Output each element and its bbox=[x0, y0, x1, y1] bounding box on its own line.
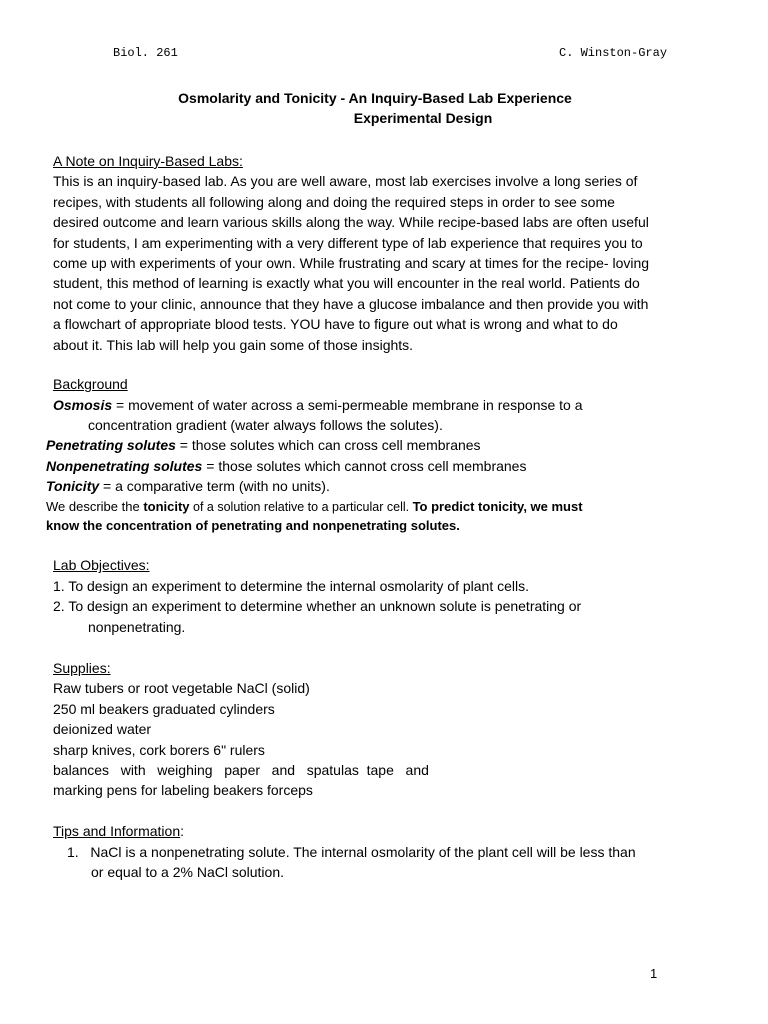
supply-line: balances with weighing paper and spatulas tape and bbox=[53, 762, 429, 779]
tonicity-term: Tonicity bbox=[46, 478, 100, 494]
tips-heading-row bbox=[53, 821, 184, 841]
supply-line: 250 ml beakers graduated cylinders bbox=[53, 700, 275, 717]
objective-item: 1. To design an experiment to determine the internal osmolarity of plant cells. bbox=[53, 578, 529, 594]
tonicity-def-text: = a comparative term (with no units). bbox=[99, 478, 330, 494]
note-line: This is an inquiry-based lab. As you are well aware, most lab exercises involve a long series of bbox=[53, 173, 638, 190]
tonicity-description bbox=[46, 497, 583, 517]
note-line: desired outcome and learn various skills along the way. While recipe-based labs are often useful bbox=[53, 214, 649, 231]
supply-line: marking pens for labeling beakers forceps bbox=[53, 782, 313, 799]
penetrating-term: Penetrating solutes bbox=[46, 437, 176, 453]
course-code: Biol. 261 bbox=[113, 46, 178, 60]
note-heading: A Note on Inquiry-Based Labs: bbox=[53, 153, 243, 169]
tips-colon: : bbox=[180, 823, 184, 839]
penetrating-definition bbox=[46, 435, 481, 455]
tonicity-definition bbox=[46, 476, 330, 496]
describe-text-d: To predict tonicity, we must bbox=[412, 499, 583, 514]
supplies-heading: Supplies: bbox=[53, 660, 111, 676]
describe-text-b: tonicity bbox=[143, 499, 190, 514]
tip-item: 1. NaCl is a nonpenetrating solute. The internal osmolarity of the plant cell will be less than bbox=[67, 844, 636, 860]
note-section bbox=[53, 151, 649, 355]
describe-text-a: We describe the bbox=[46, 499, 144, 514]
tip-item-cont: or equal to a 2% NaCl solution. bbox=[91, 864, 284, 880]
osmosis-definition bbox=[53, 395, 583, 415]
objective-item-cont: nonpenetrating. bbox=[88, 619, 186, 635]
note-line: for students, I am experimenting with a very different type of lab experience that requires you to bbox=[53, 234, 643, 251]
osmosis-definition-cont: concentration gradient (water always follows the solutes). bbox=[88, 417, 443, 433]
supply-line: deionized water bbox=[53, 721, 152, 738]
tips-heading: Tips and Information bbox=[53, 823, 181, 839]
note-line: come up with experiments of your own. While frustrating and scary at times for the recipe- loving bbox=[53, 255, 650, 272]
nonpenetrating-term: Nonpenetrating solutes bbox=[46, 458, 203, 474]
note-line: student, this method of learning is exactly what you will encounter in the real world. Patients do bbox=[53, 275, 640, 292]
nonpenetrating-def-text: = those solutes which cannot cross cell membranes bbox=[202, 458, 527, 474]
tonicity-description-cont: know the concentration of penetrating and nonpenetrating solutes. bbox=[46, 518, 460, 533]
describe-text-c: of a solution relative to a particular cell. bbox=[189, 500, 413, 514]
page-number: 1 bbox=[650, 966, 658, 981]
penetrating-def-text: = those solutes which can cross cell membranes bbox=[175, 437, 481, 453]
note-line: a flowchart of appropriate blood tests. YOU have to figure out what is wrong and what to do bbox=[53, 316, 618, 333]
objective-item: 2. To design an experiment to determine whether an unknown solute is penetrating or bbox=[53, 598, 582, 614]
osmosis-term: Osmosis bbox=[53, 397, 113, 413]
note-line: recipes, with students all following along and doing the required steps in order to see some bbox=[53, 193, 615, 210]
supply-line: sharp knives, cork borers 6" rulers bbox=[53, 741, 265, 758]
note-line: not come to your clinic, announce that they have a glucose imbalance and then provide you with bbox=[53, 295, 649, 312]
nonpenetrating-definition bbox=[46, 456, 526, 476]
osmosis-def-text: = movement of water across a semi-permeable membrane in response to a bbox=[112, 397, 583, 413]
background-heading: Background bbox=[53, 376, 128, 392]
document-title: Osmolarity and Tonicity - An Inquiry-Based Lab Experience bbox=[178, 90, 572, 106]
supply-line: Raw tubers or root vegetable NaCl (solid) bbox=[53, 680, 310, 697]
objectives-heading: Lab Objectives: bbox=[53, 557, 150, 573]
supplies-section bbox=[53, 658, 429, 801]
document-subtitle: Experimental Design bbox=[353, 110, 493, 126]
note-line: about it. This lab will help you gain some of those insights. bbox=[53, 336, 414, 353]
author-name: C. Winston-Gray bbox=[559, 46, 668, 60]
